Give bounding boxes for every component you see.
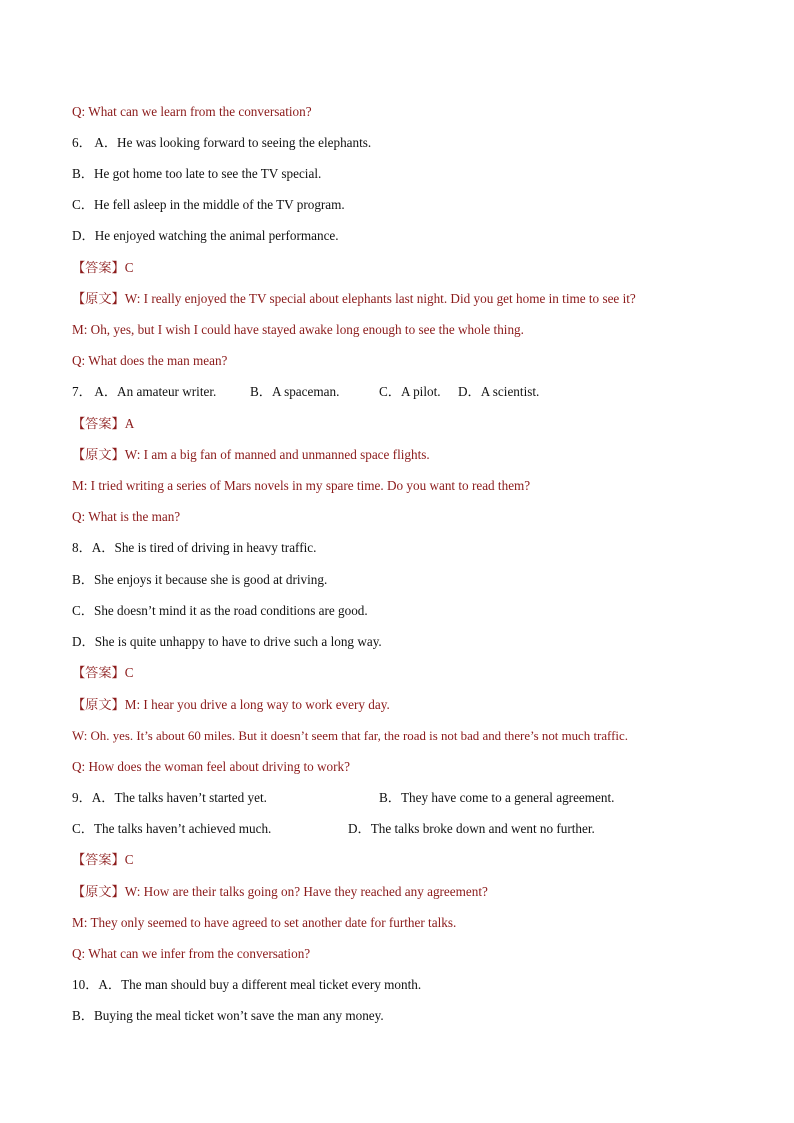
transcript-line: 【原文】W: I am a big fan of manned and unmanned space flights. [72, 447, 430, 462]
question-line: Q: What is the man? [72, 509, 181, 524]
option-line: D．He enjoyed watching the animal performance. [72, 228, 339, 243]
answer-line: 【答案】C [72, 852, 134, 867]
answer-line: 【答案】C [72, 260, 134, 275]
transcript-line: M: I tried writing a series of Mars novels in my spare time. Do you want to read them? [72, 478, 531, 493]
option-segment: B．They have come to a general agreement. [379, 790, 615, 805]
option-row [72, 789, 672, 807]
option-line: 8．A．She is tired of driving in heavy traffic. [72, 540, 317, 555]
option-segment: B．A spaceman. [250, 384, 340, 399]
question-line: Q: What can we infer from the conversation? [72, 946, 311, 961]
answer-line: 【答案】A [72, 416, 135, 431]
option-line: C．He fell asleep in the middle of the TV program. [72, 197, 345, 212]
option-row [72, 383, 672, 401]
transcript-line: M: Oh, yes, but I wish I could have stayed awake long enough to see the whole thing. [72, 322, 524, 337]
question-line: Q: How does the woman feel about driving to work? [72, 759, 350, 774]
question-line: Q: What can we learn from the conversation? [72, 104, 312, 119]
option-line: B．She enjoys it because she is good at driving. [72, 572, 328, 587]
option-line: 6． A．He was looking forward to seeing the elephants. [72, 135, 372, 150]
transcript-line: 【原文】W: How are their talks going on? Have they reached any agreement? [72, 884, 488, 899]
transcript-line: 【原文】M: I hear you drive a long way to work every day. [72, 697, 390, 712]
transcript-line: M: They only seemed to have agreed to set another date for further talks. [72, 915, 457, 930]
option-line: D．She is quite unhappy to have to drive such a long way. [72, 634, 382, 649]
option-row [72, 820, 672, 838]
transcript-line: W: Oh. yes. It’s about 60 miles. But it doesn’t seem that far, the road is not bad and there’s not much traffic. [72, 729, 628, 743]
transcript-line: 【原文】W: I really enjoyed the TV special about elephants last night. Did you get home in time to see it? [72, 291, 636, 306]
option-segment: C．The talks haven’t achieved much. [72, 821, 272, 836]
option-line: B．He got home too late to see the TV special. [72, 166, 322, 181]
option-line: 10．A．The man should buy a different meal ticket every month. [72, 977, 422, 992]
option-line: C．She doesn’t mind it as the road conditions are good. [72, 603, 368, 618]
option-segment: D．A scientist. [458, 384, 540, 399]
answer-line: 【答案】C [72, 665, 134, 680]
question-line: Q: What does the man mean? [72, 353, 228, 368]
option-segment: D．The talks broke down and went no further. [348, 821, 595, 836]
option-line: B．Buying the meal ticket won’t save the man any money. [72, 1008, 384, 1023]
option-segment: 7． A．An amateur writer. [72, 384, 217, 399]
option-segment: C．A pilot. [379, 384, 441, 399]
option-segment: 9．A．The talks haven’t started yet. [72, 790, 267, 805]
